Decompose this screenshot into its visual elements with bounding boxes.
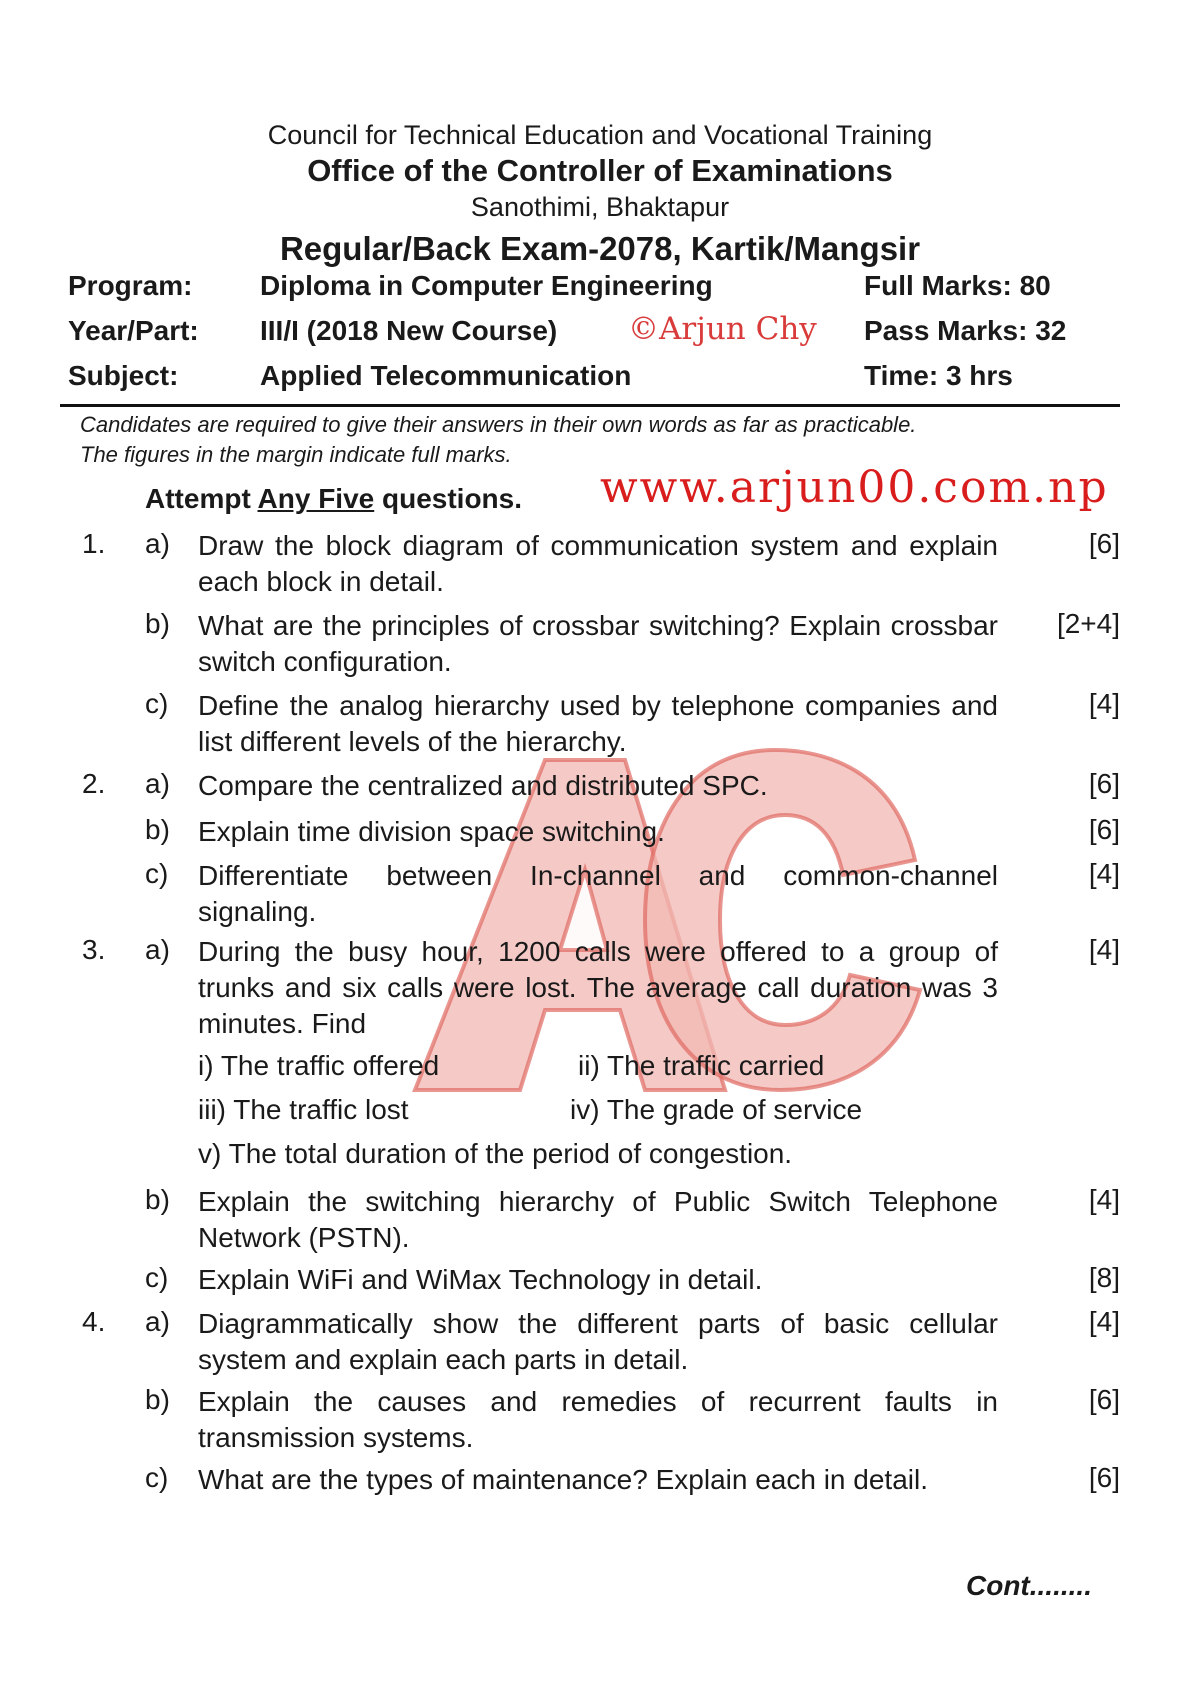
part-text: Explain the causes and remedies of recurrent faults in transmission systems.: [198, 1386, 998, 1453]
part-marks: [6]: [1088, 814, 1120, 845]
question-number: 1.: [82, 528, 106, 559]
part-text: What are the types of maintenance? Explain each in detail.: [198, 1464, 928, 1495]
full-marks: Full Marks: 80: [864, 270, 1051, 301]
subject-row: [68, 360, 1128, 405]
part-text: Compare the centralized and distributed SPC.: [198, 770, 768, 801]
part-label: a): [145, 934, 170, 965]
office-location: Sanothimi, Bhaktapur: [470, 192, 730, 222]
pass-marks: Pass Marks: 32: [864, 315, 1067, 346]
attempt-suffix: questions.: [374, 483, 523, 514]
subpart: i) The traffic offered: [198, 1050, 440, 1081]
part-label: b): [145, 608, 170, 639]
part-marks: [4]: [1088, 858, 1120, 889]
subpart: iii) The traffic lost: [198, 1094, 409, 1125]
part-marks: [4]: [1088, 688, 1120, 719]
part-marks: [8]: [1088, 1262, 1120, 1293]
subpart: iv) The grade of service: [570, 1094, 863, 1125]
part-marks: [4]: [1088, 1306, 1120, 1337]
program-row: [68, 270, 1128, 315]
part-label: a): [145, 768, 170, 799]
part-label: a): [145, 1306, 170, 1337]
instructions: [80, 410, 1140, 470]
attempt-emphasis: Any Five: [257, 483, 375, 514]
time-allowed: Time: 3 hrs: [864, 360, 1013, 391]
instruction-line: Candidates are required to give their answers in their own words as far as practicable.: [80, 412, 917, 437]
part-marks: [6]: [1088, 768, 1120, 799]
part-label: c): [145, 1462, 169, 1493]
part-label: b): [145, 1184, 170, 1215]
part-text: Draw the block diagram of communication system and explain each block in detail.: [198, 530, 998, 597]
question-number: 4.: [82, 1306, 106, 1337]
part-label: c): [145, 858, 169, 889]
part-marks: [4]: [1088, 934, 1120, 965]
year-label: Year/Part:: [68, 315, 199, 346]
subject-label: Subject:: [68, 360, 179, 391]
website-watermark: www.arjun00.com.np: [600, 462, 1109, 513]
part-text: Differentiate between In-channel and common-channel signaling.: [198, 860, 998, 927]
question-number: 2.: [82, 768, 106, 799]
part-label: b): [145, 1384, 170, 1415]
part-label: c): [145, 1262, 169, 1293]
program-value: Diploma in Computer Engineering: [260, 270, 713, 301]
year-row: [68, 311, 1128, 360]
part-marks: [6]: [1088, 528, 1120, 559]
attempt-prefix: Attempt: [145, 483, 258, 514]
continued-marker: Cont........: [966, 1570, 1092, 1601]
credit-watermark: ©Arjun Chy: [628, 311, 817, 347]
council-name: Council for Technical Education and Vocational Training: [267, 120, 933, 150]
attempt-instruction: [145, 483, 522, 515]
part-label: a): [145, 528, 170, 559]
part-text: Explain the switching hierarchy of Public Switch Telephone Network (PSTN).: [198, 1186, 998, 1253]
part-marks: [2+4]: [1056, 608, 1120, 639]
part-text: Explain WiFi and WiMax Technology in detail.: [198, 1264, 763, 1295]
subject-value: Applied Telecommunication: [260, 360, 632, 391]
part-text: Explain time division space switching.: [198, 816, 665, 847]
office-name: Office of the Controller of Examinations: [307, 153, 893, 188]
question-number: 3.: [82, 934, 106, 965]
part-marks: [4]: [1088, 1184, 1120, 1215]
exam-header: [0, 118, 1200, 270]
exam-meta: [68, 270, 1128, 405]
header-divider: [60, 404, 1120, 407]
part-text: Diagrammatically show the different parts of basic cellular system and explain each parts in detail.: [198, 1308, 998, 1375]
part-marks: [6]: [1088, 1384, 1120, 1415]
part-marks: [6]: [1088, 1462, 1120, 1493]
subpart: v) The total duration of the period of congestion.: [198, 1138, 793, 1169]
exam-title: Regular/Back Exam-2078, Kartik/Mangsir: [279, 230, 921, 267]
subpart: ii) The traffic carried: [578, 1050, 825, 1081]
part-text: Define the analog hierarchy used by telephone companies and list different levels of the hierarchy.: [198, 690, 998, 757]
part-label: c): [145, 688, 169, 719]
instruction-line: The figures in the margin indicate full marks.: [80, 442, 512, 467]
program-label: Program:: [68, 270, 193, 301]
part-text: During the busy hour, 1200 calls were offered to a group of trunks and six calls were lost. The average call duration was 3 minutes. Find: [198, 936, 998, 1039]
part-label: b): [145, 814, 170, 845]
part-text: What are the principles of crossbar switching? Explain crossbar switch configuration.: [198, 610, 998, 677]
year-value: III/I (2018 New Course): [260, 315, 558, 346]
